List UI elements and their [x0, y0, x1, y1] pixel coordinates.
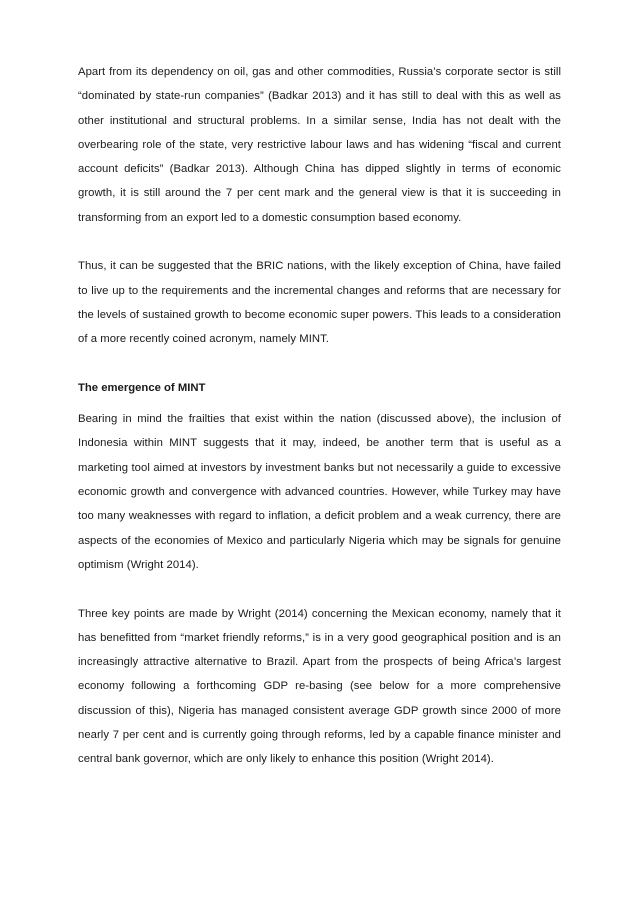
document-page [78, 60, 561, 772]
paragraph-spacer [78, 230, 561, 254]
paragraph-bric-conclusion: Thus, it can be suggested that the BRIC nations, with the likely exception of China, have failed to live up to the requirements and the incremental changes and reforms that are necessary for the levels of sustained growth to become economic super powers. This leads to a consideration of a more recently coined acronym, namely MINT. [78, 260, 561, 346]
paragraph-russia-india-china: Apart from its dependency on oil, gas and other commodities, Russia’s corporate sector is still “dominated by state-run companies” (Badkar 2013) and it has still to deal with this as well as other institutional and structural problems. In a similar sense, India has not dealt with the overbearing role of the state, very restrictive labour laws and has widening “fiscal and current account deficits” (Badkar 2013). Although China has dipped slightly in terms of economic growth, it is still around the 7 per cent mark and the general view is that it is succeeding in transforming from an export led to a domestic consumption based economy. [78, 66, 561, 224]
paragraph-mexico-nigeria: Three key points are made by Wright (2014) concerning the Mexican economy, namely that it has benefitted from “market friendly reforms,” is in a very good geographical position and is an increasingly attractive alternative to Brazil. Apart from the prospects of being Africa’s largest economy following a forthcoming GDP re-basing (see below for a more comprehensive discussion of this), Nigeria has managed consistent average GDP growth since 2000 of more nearly 7 per cent and is currently going through reforms, led by a capable finance minister and central bank governor, which are only likely to enhance this position (Wright 2014). [78, 607, 561, 766]
paragraph-spacer [78, 352, 561, 376]
paragraph-spacer [78, 577, 561, 601]
section-heading: The emergence of MINT [78, 381, 206, 394]
paragraph-indonesia-turkey: Bearing in mind the frailties that exist within the nation (discussed above), the inclusion of Indonesia within MINT suggests that it may, indeed, be another term that is useful as a marketing tool aimed at investors by investment banks but not necessarily a guide to excessive economic growth and convergence with advanced countries. However, while Turkey may have too many weaknesses with regard to inflation, a deficit problem and a weak currency, there are aspects of the economies of Mexico and particularly Nigeria which may be signals for genuine optimism (Wright 2014). [78, 413, 561, 571]
heading-spacer [78, 400, 561, 407]
